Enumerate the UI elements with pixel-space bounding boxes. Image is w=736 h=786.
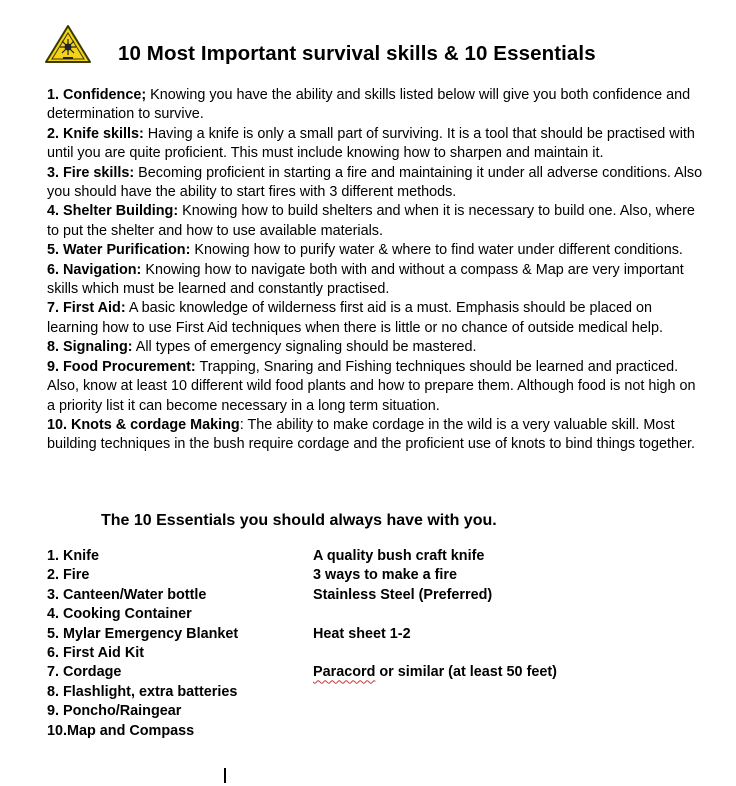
skill-item	[47, 241, 707, 260]
essential-row	[47, 663, 607, 682]
essential-row	[47, 644, 607, 663]
text-cursor[interactable]	[224, 768, 226, 783]
essential-row	[47, 722, 607, 741]
essential-row	[47, 702, 607, 721]
essential-row	[47, 586, 607, 605]
essential-row	[47, 605, 607, 624]
essential-row	[47, 566, 607, 585]
skill-heading: 9. Food Procurement:	[47, 358, 196, 375]
skill-text: All types of emergency signaling should be mastered.	[132, 339, 477, 356]
skill-heading: 3. Fire skills:	[47, 164, 135, 181]
skill-text: A basic knowledge of wilderness first aid is a must. Emphasis should be placed on learning how to use First Aid techniques when there is little or no chance of outside medical help.	[47, 300, 663, 336]
skill-text: Knowing how to navigate both with and without a compass & Map are very important skills which must be learned and constantly practised.	[47, 261, 684, 298]
essential-name: 3. Canteen/Water bottle	[47, 586, 207, 603]
skill-heading: 1. Confidence;	[47, 87, 147, 103]
essential-name: 10.Map and Compass	[47, 722, 195, 739]
essential-detail-rest: or similar (at least 50 feet)	[375, 664, 557, 681]
essential-name: 1. Knife	[47, 548, 99, 564]
skill-item	[47, 164, 707, 203]
essential-name: 2. Fire	[47, 567, 90, 584]
spellcheck-flagged-word: Paracord	[313, 664, 376, 681]
page-title: 10 Most Important survival skills & 10 Essentials	[118, 42, 596, 65]
essential-name: 5. Mylar Emergency Blanket	[47, 625, 239, 642]
skill-heading: 4. Shelter Building:	[47, 203, 179, 220]
essential-name: 7. Cordage	[47, 664, 122, 681]
essential-row	[47, 547, 607, 566]
skill-heading: 10. Knots & cordage Making	[47, 416, 240, 433]
essential-detail: A quality bush craft knife	[313, 548, 485, 564]
essentials-heading: The 10 Essentials you should always have with you.	[101, 512, 497, 529]
essential-name: 8. Flashlight, extra batteries	[47, 683, 238, 700]
skill-heading: 2. Knife skills:	[47, 125, 144, 142]
essential-detail	[313, 663, 557, 682]
skill-item	[47, 202, 707, 241]
essentials-list	[47, 547, 607, 741]
skill-heading: 7. First Aid:	[47, 300, 126, 317]
skill-item	[47, 261, 707, 300]
skill-item	[47, 125, 707, 164]
skill-text: Knowing you have the ability and skills listed below will give you both confidence and determination to survive.	[47, 87, 691, 123]
skill-text: Having a knife is only a small part of surviving. It is a tool that should be practised with until you are quite proficient. This must include knowing how to sharpen and maintain it.	[47, 125, 695, 162]
skill-item	[47, 416, 707, 455]
skill-text: Becoming proficient in starting a fire and maintaining it under all adverse conditions. Also you should have the ability to start fires with 3 different methods.	[47, 164, 703, 201]
skill-text: Knowing how to purify water & where to find water under different conditions.	[190, 242, 683, 259]
skill-text: Trapping, Snaring and Fishing techniques should be learned and practiced. Also, know at least 10 different wild food plants and how to prepare them. Although food is not high on a priority list it can become necessary in a long term situation.	[47, 358, 696, 414]
skills-list	[47, 86, 707, 455]
essential-name: 9. Poncho/Raingear	[47, 703, 182, 720]
skill-heading: 6. Navigation:	[47, 261, 142, 278]
essential-detail: Heat sheet 1-2	[313, 625, 411, 642]
skill-heading: 8. Signaling:	[47, 339, 133, 356]
essential-detail: Stainless Steel (Preferred)	[313, 586, 493, 603]
essential-row	[47, 625, 607, 644]
essential-name: 6. First Aid Kit	[47, 644, 145, 661]
essential-row	[47, 683, 607, 702]
skill-item	[47, 299, 707, 338]
skill-item	[47, 358, 707, 416]
essential-detail: 3 ways to make a fire	[313, 567, 457, 584]
skill-text: : The ability to make cordage in the wild is a very valuable skill. Most building techniques in the bush require cordage and the proficient use of knots to bind things together.	[47, 416, 696, 453]
skill-heading: 5. Water Purification:	[47, 242, 191, 259]
warning-sign-logo-icon	[44, 24, 92, 66]
skill-item	[47, 338, 707, 357]
skill-text: Knowing how to build shelters and when it is necessary to build one. Also, where to put the shelter and how to use available materials.	[47, 203, 695, 239]
essential-name: 4. Cooking Container	[47, 606, 192, 623]
skill-item	[47, 86, 707, 125]
